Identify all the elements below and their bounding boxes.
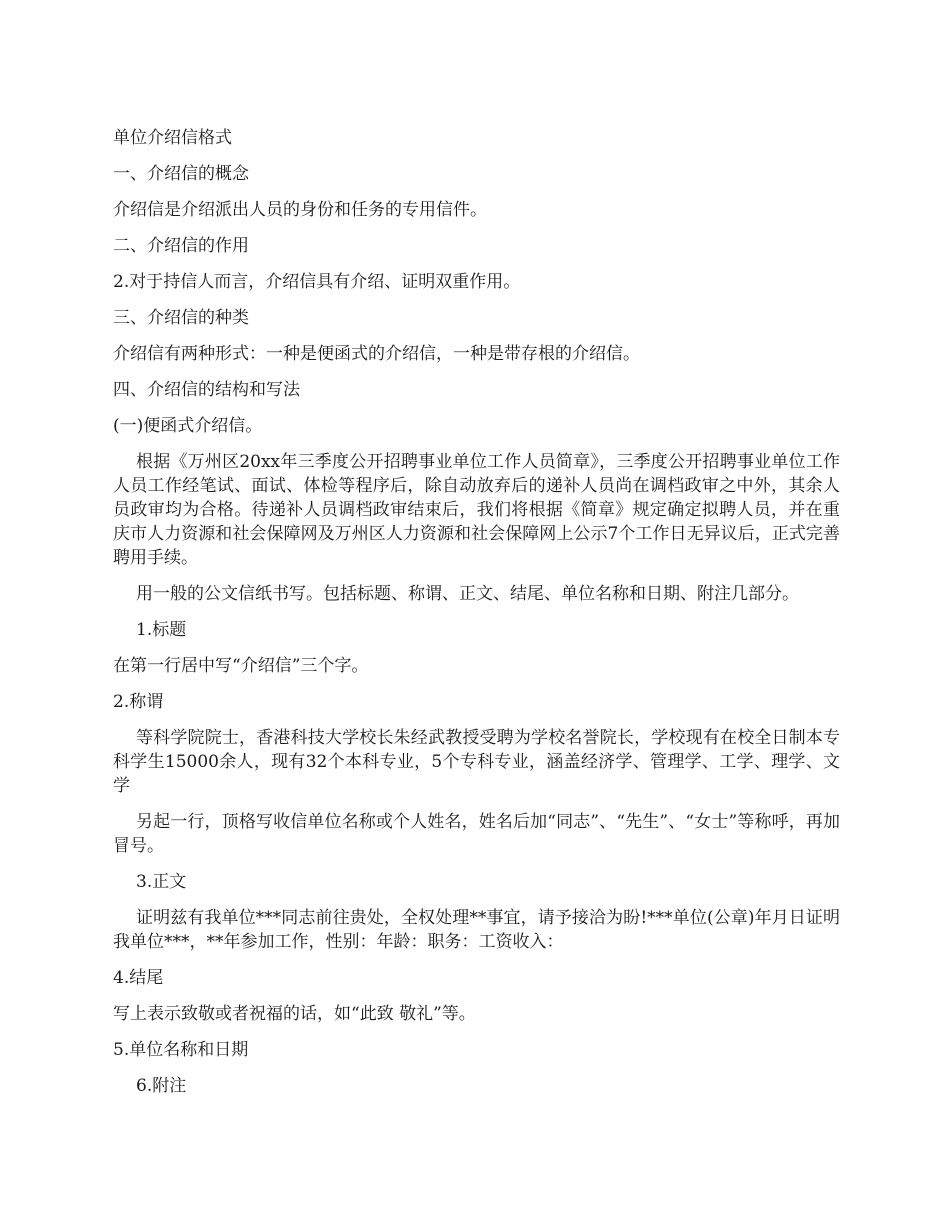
paragraph: 写上表示致敬或者祝福的话，如“此致 敬礼”等。 bbox=[113, 1004, 476, 1024]
section-heading: 四、介绍信的结构和写法 bbox=[113, 380, 300, 400]
paragraph: 2.对于持信人而言，介绍信具有介绍、证明双重作用。 bbox=[113, 272, 521, 292]
paragraph: 介绍信有两种形式：一种是便函式的介绍信，一种是带存根的介绍信。 bbox=[113, 344, 640, 364]
section-heading: 二、介绍信的作用 bbox=[113, 236, 249, 256]
document-body bbox=[113, 126, 840, 1110]
subsection-heading: 4.结尾 bbox=[113, 968, 164, 988]
paragraph: 等科学院院士，香港科技大学校长朱经武教授受聘为学校名誉院长，学校现有在校全日制本专科学生15000余人，现有32个本科专业，5个专科专业，涵盖经济学、管理学、工学、理学、文学 bbox=[113, 728, 840, 796]
paragraph: (一)便函式介绍信。 bbox=[113, 416, 263, 436]
subsection-heading: 5.单位名称和日期 bbox=[113, 1040, 249, 1060]
paragraph: 根据《万州区20xx年三季度公开招聘事业单位工作人员简章》，三季度公开招聘事业单位工作人员工作经笔试、面试、体检等程序后，除自动放弃后的递补人员尚在调档政审之中外，其余人员政审均为合格。待递补人员调档政审结束后，我们将根据《简章》规定确定拟聘人员，并在重庆市人力资源和社会保障网及万州区人力资源和社会保障网上公示7个工作日无异议后，正式完善聘用手续。 bbox=[113, 452, 840, 568]
subsection-heading: 2.称谓 bbox=[113, 692, 164, 712]
document-title: 单位介绍信格式 bbox=[113, 128, 232, 148]
paragraph: 在第一行居中写“介绍信”三个字。 bbox=[113, 656, 369, 676]
section-heading: 三、介绍信的种类 bbox=[113, 308, 249, 328]
paragraph: 证明兹有我单位***同志前往贵处，全权处理**事宜，请予接洽为盼!***单位(公章)年月日证明我单位***，**年参加工作，性别：年龄：职务：工资收入： bbox=[113, 908, 840, 952]
subsection-heading: 3.正文 bbox=[136, 872, 187, 892]
section-heading: 一、介绍信的概念 bbox=[113, 164, 249, 184]
paragraph: 介绍信是介绍派出人员的身份和任务的专用信件。 bbox=[113, 200, 487, 220]
paragraph: 用一般的公文信纸书写。包括标题、称谓、正文、结尾、单位名称和日期、附注几部分。 bbox=[136, 584, 799, 604]
subsection-heading: 6.附注 bbox=[136, 1076, 187, 1096]
subsection-heading: 1.标题 bbox=[136, 620, 187, 640]
paragraph: 另起一行，顶格写收信单位名称或个人姓名，姓名后加“同志”、“先生”、“女士”等称呼，再加冒号。 bbox=[113, 812, 840, 856]
